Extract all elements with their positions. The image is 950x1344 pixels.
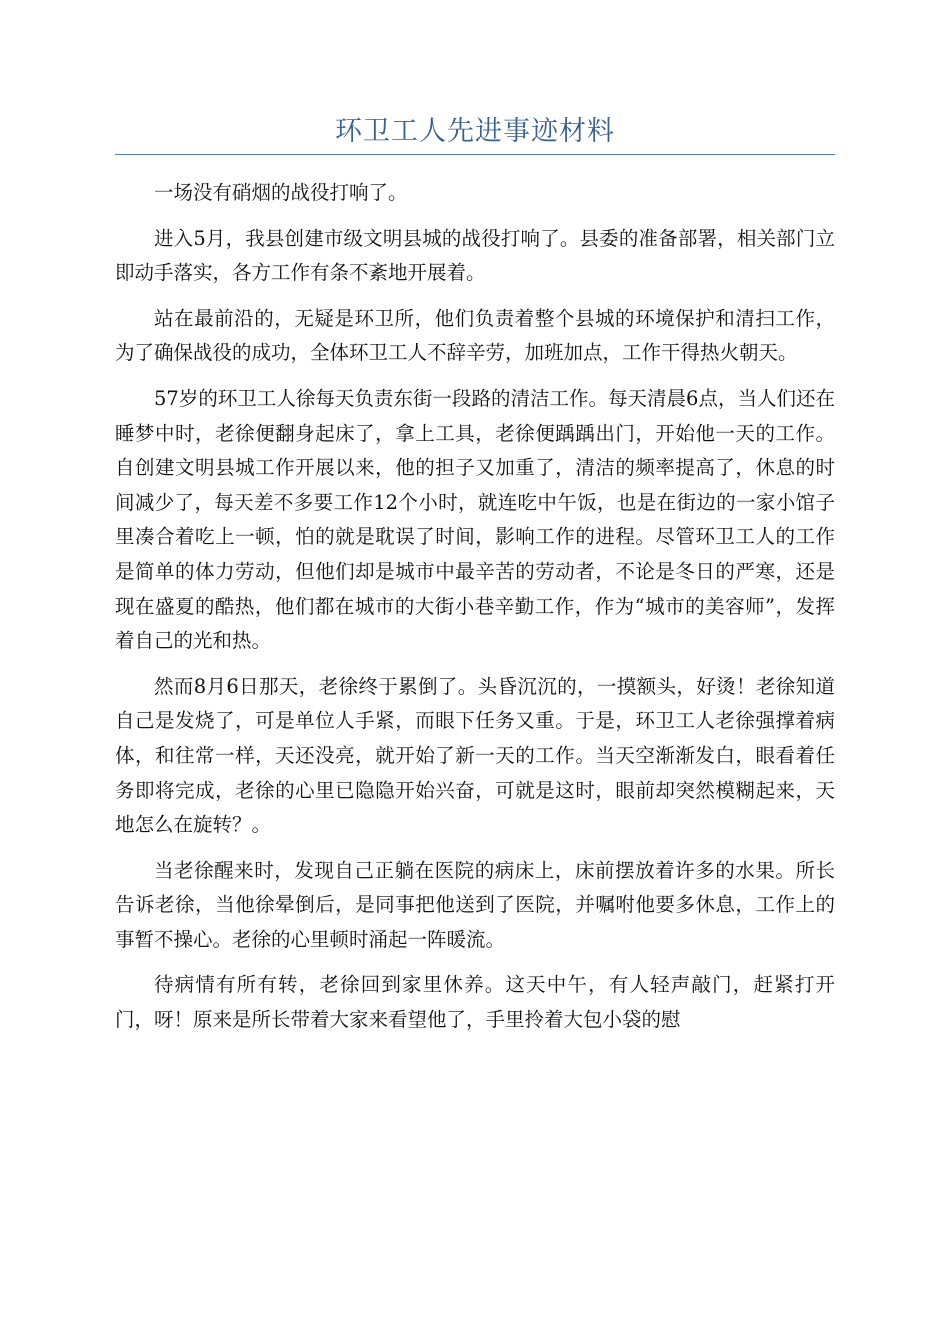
paragraph-2: 进入5月，我县创建市级文明县城的战役打响了。县委的准备部署，相关部门立即动手落实，各方工作有条不紊地开展着。 <box>115 226 835 285</box>
paragraph-1: 一场没有硝烟的战役打响了。 <box>154 181 408 204</box>
paragraph-4: 57岁的环卫工人徐每天负责东街一段路的清洁工作。每天清晨6点，当人们还在睡梦中时，老徐便翻身起床了，拿上工具，老徐便踽踽出门，开始他一天的工作。自创建文明县城工作开展以来，他的担子又加重了，清洁的频率提高了，休息的时间减少了，每天差不多要工作12个小时，就连吃中午饭，也是在街边的一家小馆子里凑合着吃上一顿，怕的就是耽误了时间，影响工作的进程。尽管环卫工人的工作是简单的体力劳动，但他们却是城市中最辛苦的劳动者，不论是冬日的严寒，还是现在盛夏的酷热，他们都在城市的大街小巷辛勤工作，作为“城市的美容师”，发挥着自己的光和热。 <box>115 386 835 653</box>
title-underline <box>115 154 835 155</box>
paragraph-7: 待病情有所有转，老徐回到家里休养。这天中午，有人轻声敲门，赶紧打开门，呀！原来是所长带着大家来看望他了，手里拎着大包小袋的慰 <box>115 973 835 1032</box>
paragraph-3: 站在最前沿的，无疑是环卫所，他们负责着整个县城的环境保护和清扫工作，为了确保战役的成功，全体环卫工人不辞辛劳，加班加点，工作干得热火朝天。 <box>115 306 835 365</box>
paragraph-6: 当老徐醒来时，发现自己正躺在医院的病床上，床前摆放着许多的水果。所长告诉老徐，当他徐晕倒后，是同事把他送到了医院，并嘱咐他要多休息，工作上的事暂不操心。老徐的心里顿时涌起一阵暖流。 <box>115 858 835 951</box>
page-title: 环卫工人先进事迹材料 <box>335 116 615 147</box>
paragraph-5: 然而8月6日那天，老徐终于累倒了。头昏沉沉的，一摸额头，好烫！老徐知道自己是发烧了，可是单位人手紧，而眼下任务又重。于是，环卫工人老徐强撑着病体，和往常一样，天还没亮，就开始了新一天的工作。当天空渐渐发白，眼看着任务即将完成，老徐的心里已隐隐开始兴奋，可就是这时，眼前却突然模糊起来，天地怎么在旋转？。 <box>115 674 835 837</box>
document-body <box>115 176 835 1049</box>
